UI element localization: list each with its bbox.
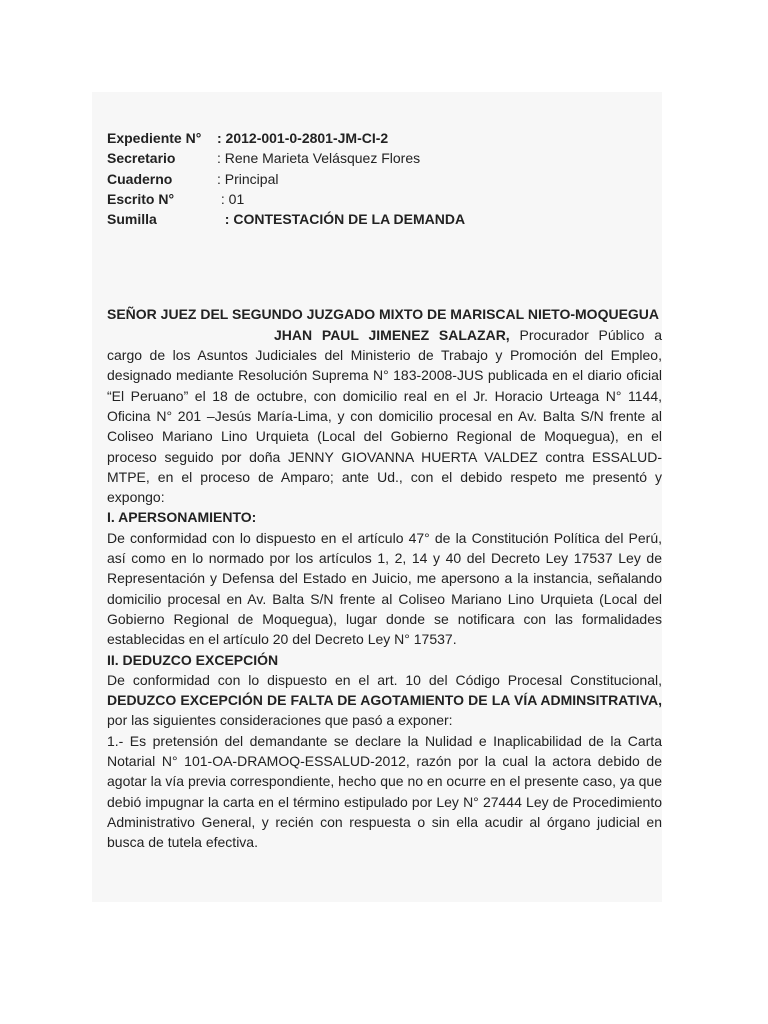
header-row-expediente [107, 128, 662, 148]
section-text-apersonamiento: De conformidad con lo dispuesto en el artículo 47° de la Constitución Política del Perú, así como en lo normado por los artículos 1, 2, 14 y 40 del Decreto Ley 17537 Ley de Representación y Defensa del Estado en Juicio, me apersono a la instancia, señalando domicilio procesal en Av. Balta S/N frente al Coliseo Mariano Lino Urquieta (Local del Gobierno Regional de Moquegua), lugar donde se notificara con las formalidades establecidas en el artículo 20 del Decreto Ley N° 17537. [107, 529, 662, 648]
intro-text: Procurador Público a cargo de los Asuntos Judiciales del Ministerio de Trabajo y Promoción del Empleo, designado mediante Resolución Suprema N° 183-2008-JUS publicada en el diario oficial “El Peruano” el 18 de octubre, con domicilio real en el Jr. Horacio Urteaga N° 1144, Oficina N° 201 –Jesús María-Lima, y con domicilio procesal en Av. Balta S/N frente al Coliseo Mariano Lino Urquieta (Local del Gobierno Regional de Moquegua), en el proceso seguido por doña JENNY GIOVANNA HUERTA VALDEZ contra ESSALUD-MTPE, en el proceso de Amparo; ante Ud., con el debido respeto me presentó y expongo: [107, 326, 662, 506]
header-label: Expediente N° [107, 130, 202, 146]
document-content [107, 128, 662, 853]
header-row-sumilla [107, 209, 662, 229]
header-row-escrito [107, 189, 662, 209]
point-1: 1.- Es pretensión del demandante se declare la Nulidad e Inaplicabilidad de la Carta Notarial N° 101-OA-DRAMOQ-ESSALUD-2012, razón por la cual la actora debido de agotar la vía previa correspondiente, hecho que no en ocurre en el presente caso, ya que debió impugnar la carta en el término estipulado por Ley N° 27444 Ley de Procedimiento Administrativo General, y recién con respuesta o sin ella acudir al órgano judicial en busca de tutela efectiva. [107, 732, 662, 851]
excepcion-text-before: De conformidad con lo dispuesto en el art. 10 del Código Procesal Constitucional, [107, 671, 662, 688]
excepcion-text-bold: DEDUZCO EXCEPCIÓN DE FALTA DE AGOTAMIENTO DE LA VÍA ADMINSITRATIVA, [107, 692, 662, 709]
header-label: Secretario [107, 150, 176, 167]
case-header [107, 128, 662, 229]
header-label: Escrito N° [107, 190, 175, 207]
section-heading-excepcion: II. DEDUZCO EXCEPCIÓN [107, 651, 279, 668]
addressee: SEÑOR JUEZ DEL SEGUNDO JUZGADO MIXTO DE MARISCAL NIETO-MOQUEGUA [107, 306, 660, 323]
intro-paragraph [107, 325, 662, 508]
petitioner-name: JHAN PAUL JIMENEZ SALAZAR, [274, 326, 510, 343]
spacer [107, 229, 662, 304]
header-row-secretario [107, 148, 662, 168]
section-heading-apersonamiento: I. APERSONAMIENTO: [107, 509, 257, 526]
section-text-excepcion [107, 670, 662, 731]
header-value: : 2012-001-0-2801-JM-CI-2 [217, 130, 389, 146]
header-value: : 01 [217, 190, 245, 207]
excepcion-text-after: por las siguientes consideraciones que pasó a exponer: [107, 712, 453, 729]
header-label: Cuaderno [107, 170, 173, 187]
header-value: : Principal [217, 170, 279, 187]
header-value: : Rene Marieta Velásquez Flores [217, 150, 421, 167]
header-value: : CONTESTACIÓN DE LA DEMANDA [217, 211, 466, 228]
header-row-cuaderno [107, 169, 662, 189]
header-label: Sumilla [107, 211, 157, 228]
